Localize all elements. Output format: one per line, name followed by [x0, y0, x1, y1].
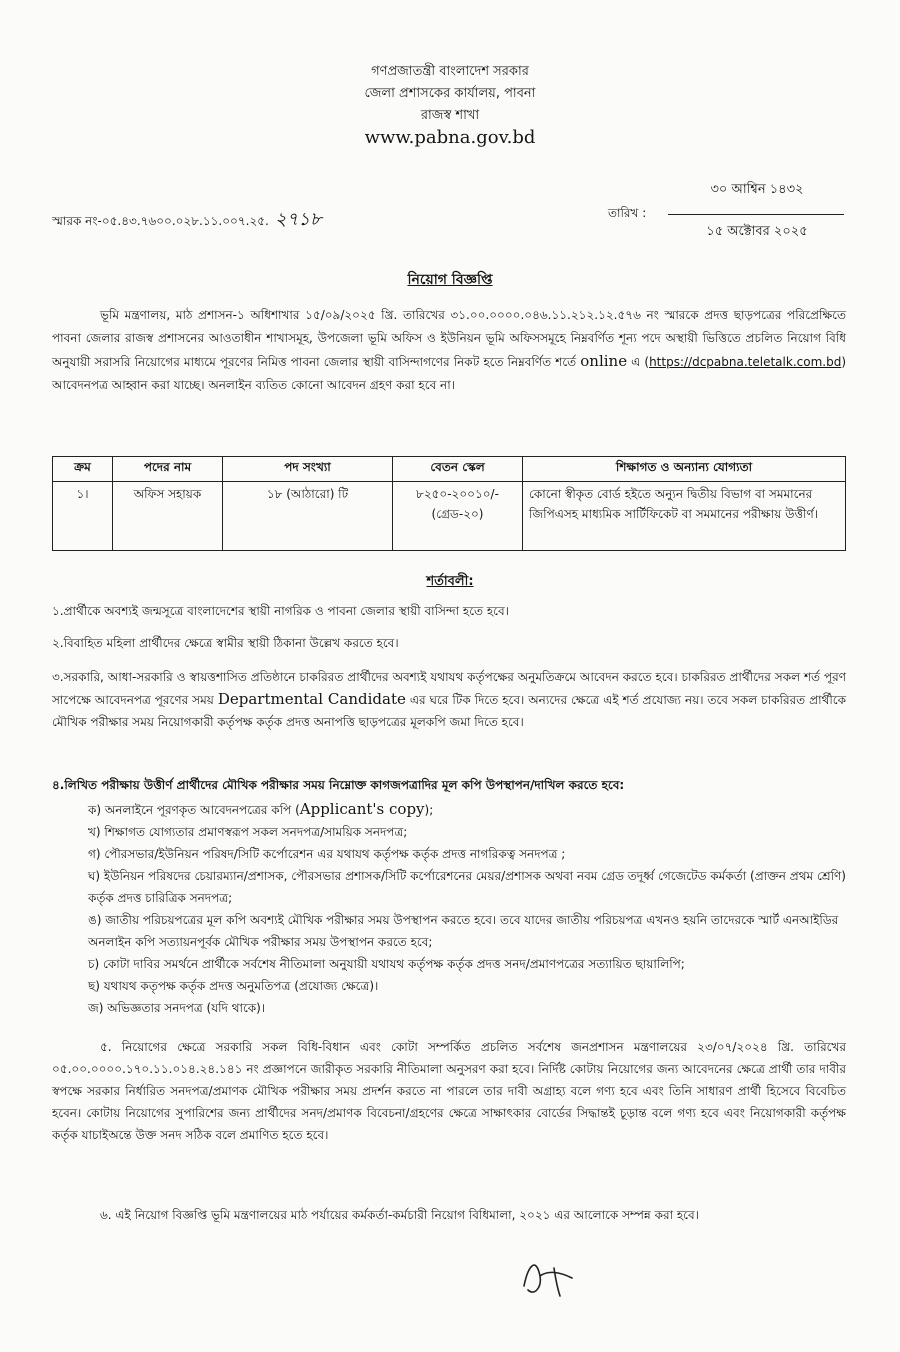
office-name: জেলা প্রশাসকের কার্যালয়, পাবনা	[364, 86, 536, 101]
list-item	[88, 798, 846, 821]
conditions-title: শর্তাবলী:	[426, 574, 474, 589]
date-bengali: ৩০ আশ্বিন ১৪৩২	[710, 182, 804, 197]
condition-3-part-b: এর ঘরে টিক দিতে হবে। অন্যদের ক্ষেত্রে এই শর্ত প্রযোজ্য নয়। তবে সকল চাকরিরত প্রার্থীকে মৌখিক পরীক্ষার সময় নিয়োগকারী কর্তৃপক্ষ কর্তৃক প্রদত্ত অনাপত্তি ছাড়পত্রের মূলকপি জমা দিতে হবে।	[52, 693, 846, 729]
date-divider	[668, 214, 844, 215]
memo-number	[52, 205, 322, 236]
intro-online: online	[580, 352, 628, 370]
item-ka-text: ক) অনলাইনে পূরণকৃত আবেদনপত্রের কপি (	[88, 803, 300, 817]
list-item: ঘ) ইউনিয়ন পরিষদের চেয়ারম্যান/প্রশাসক, পৌরসভার প্রশাসক/সিটি কর্পোরেশনের মেয়র/প্রশাসক অথবা নবম গ্রেড তদূর্ধ্ব গেজেটেড কর্মকর্তা (প্রাক্তন প্রথম শ্রেণি) কর্তৃক প্রদত্ত চারিত্রিক সনদপত্র;	[88, 869, 846, 905]
table-row	[53, 482, 846, 551]
cell-scale	[393, 482, 523, 551]
memo-handwritten-number: ২৭১৮	[274, 209, 322, 230]
condition-3	[52, 666, 846, 733]
scale-value: ৮২৫০-২০০১০/-	[416, 487, 499, 501]
list-item: জ) অভিজ্ঞতার সনদপত্র (যদি থাকে)।	[88, 1001, 266, 1015]
condition-4-list	[88, 798, 846, 1019]
date-english: ১৫ অক্টোবর ২০২৫	[706, 224, 808, 239]
header-count: পদ সংখ্যা	[223, 457, 393, 482]
departmental-candidate-text: Departmental Candidate	[217, 690, 406, 708]
notice-title: নিয়োগ বিজ্ঞপ্তি	[407, 272, 493, 288]
cell-post: অফিস সহায়ক	[113, 482, 223, 551]
table-header-row	[53, 457, 846, 482]
cell-qualification: কোনো স্বীকৃত বোর্ড হইতে অন্যুন দ্বিতীয় বিভাগ বা সমমানের জিপিএসহ মাধ্যমিক সার্টিফিকেট বা সমমানের পরীক্ষায় উত্তীর্ণ।	[523, 482, 846, 551]
condition-1: ১.প্রার্থীকে অবশ্যই জন্মসূত্রে বাংলাদেশের স্থায়ী নাগরিক ও পাবনা জেলার স্থায়ী বাসিন্দা হতে হবে।	[52, 604, 509, 618]
list-item: ঙ) জাতীয় পরিচয়পত্রের মূল কপি অবশ্যই মৌখিক পরীক্ষার সময় উপস্থাপন করতে হবে। তবে যাদের জাতীয় পরিচয়পত্র এখনও হয়নি তাদেরকে স্মার্ট এনআইডির অনলাইন কপি সত্যায়নপূর্বক মৌখিক পরীক্ষার সময় উপস্থাপন করতে হবে;	[88, 913, 839, 949]
list-item: গ) পৌরসভার/ইউনিয়ন পরিষদ/সিটি কর্পোরেশন এর যথাযথ কর্তৃপক্ষ কর্তৃক প্রদত্ত নাগরিকত্ব সনদপত্র ;	[88, 847, 566, 861]
intro-paragraph	[52, 304, 846, 397]
date-label: তারিখ :	[608, 206, 647, 220]
section-name: রাজস্ব শাখা	[420, 108, 480, 123]
intro-text-mid: এ (	[631, 355, 650, 369]
header-qualification: শিক্ষাগত ও অন্যান্য যোগ্যতা	[523, 457, 846, 482]
intro-text-after: ) আবেদনপত্র আহ্বান করা যাচ্ছে। অনলাইন ব্যতিত কোনো আবেদন গ্রহণ করা হবে না।	[52, 355, 846, 392]
list-item: খ) শিক্ষাগত যোগ্যতার প্রমাণস্বরূপ সকল সনদপত্র/সাময়িক সনদপত্র;	[88, 825, 408, 839]
memo-label: স্মারক নং-০৫.৪৩.৭৬০০.০২৮.১১.০০৭.২৫.	[52, 214, 269, 228]
condition-6: ৬. এই নিয়োগ বিজ্ঞপ্তি ভূমি মন্ত্রণালয়ের মাঠ পর্যায়ের কর্মকর্তা-কর্মচারী নিয়োগ বিধিমালা, ২০২১ এর আলোকে সম্পন্ন করা হবে।	[100, 1208, 699, 1222]
list-item: ছ) যথাযথ কতৃপক্ষ কর্তৃক প্রদত্ত অনুমতিপত্র (প্রযোজ্য ক্ষেত্রে)।	[88, 979, 379, 993]
intro-text-before: ভূমি মন্ত্রণালয়, মাঠ প্রশাসন-১ অধিশাখার ১৫/০৯/২০২৫ খ্রি. তারিখের ৩১.০০.০০০০.০৪৬.১১.২১২.১২.৫৭৬ নং স্মারকে প্রদত্ত ছাড়পত্রের পরিপ্রেক্ষিতে পাবনা জেলার রাজস্ব প্রশাসনের আওতাধীন শাখাসমূহ, উপজেলা ভূমি অফিস ও ইউনিয়ন ভূমি অফিসসমূহে নিম্নবর্ণিত শূন্য পদে অস্থায়ী ভিত্তিতে প্রচলিত নিয়োগ বিধি অনুযায়ী সরাসরি নিয়োগের মাধ্যমে পূরণের নিমিত্ত পাবনা জেলার স্থায়ী বাসিন্দাগণের নিকট হতে নিম্নবর্ণিত শর্তে	[52, 308, 846, 369]
list-item: চ) কোটা দাবির সমর্থনে প্রার্থীকে সর্বশেষ নীতিমালা অনুযায়ী যথাযথ কর্তৃপক্ষ কর্তৃক প্রদত্ত সনদ/প্রমাণপত্রের সত্যায়িত ছায়ালিপি;	[88, 957, 685, 971]
cell-count: ১৮ (আঠারো) টি	[223, 482, 393, 551]
condition-2: ২.বিবাহিত মহিলা প্রার্থীদের ক্ষেত্রে স্বামীর স্থায়ী ঠিকানা উল্লেখ করতে হবে।	[52, 636, 399, 650]
applicant-copy-text: Applicant's copy	[299, 800, 425, 818]
condition-3-part-a: ৩.সরকারি, আধা-সরকারি ও স্বায়ত্তশাসিত প্রতিষ্ঠানে চাকরিরত প্রার্থীদের অবশ্যই যথাযথ কর্তৃপক্ষের অনুমতিক্রমে আবেদন করতে হবে। চাকরিরত প্রার্থীদের সকল শর্ত পূরণ সাপেক্ষে আবেদনপত্র পূরণের সময়	[52, 670, 846, 707]
website-link[interactable]: www.pabna.gov.bd	[364, 127, 536, 148]
item-ka-end: );	[424, 803, 434, 817]
govt-name: গণপ্রজাতন্ত্রী বাংলাদেশ সরকার	[371, 64, 529, 79]
condition-5: ৫. নিয়োগের ক্ষেত্রে সরকারি সকল বিধি-বিধান এবং কোটা সম্পর্কিত প্রচলিত সর্বশেষ জনপ্রশাসন মন্ত্রণালয়ের ২৩/০৭/২০২৪ খ্রি. তারিখের ০৫.০০.০০০০.১৭০.১১.০১৪.২৪.১৪১ নং প্রজ্ঞাপনে জারীকৃত সরকারি নীতিমালা অনুসরণ করা হবে। নির্দিষ্ট কোটায় নিয়োগের জন্য আবেদনের ক্ষেত্রে প্রার্থী তার দাবীর স্বপক্ষে সরকার নির্ধারিত সনদপত্র/প্রমাণক মৌখিক পরীক্ষার সময় প্রদর্শন করতে না পারলে তার দাবী অগ্রাহ্য বলে গণ্য হবে এবং তিনি সাধারণ প্রার্থী হিসেবে বিবেচিত হবেন। কোটায় নিয়োগের সুপারিশের জন্য প্রার্থীদের সনদ/প্রমাণক বিবেচনা/গ্রহণের ক্ষেত্রে সাক্ষাৎকার বোর্ডের সিদ্ধান্তই চূড়ান্ত বলে গণ্য হবে এবং নিয়োগকারী কর্তৃপক্ষ কর্তৃক যাচাইঅন্তে উক্ত সনদ সঠিক বলে প্রমাণিত হতে হবে।	[52, 1040, 846, 1142]
header-post: পদের নাম	[113, 457, 223, 482]
vacancy-table	[52, 456, 846, 551]
application-url-link[interactable]: https://dcpabna.teletalk.com.bd	[649, 355, 842, 369]
signature-mark	[514, 1246, 604, 1306]
condition-4: ৪.লিখিত পরীক্ষায় উত্তীর্ণ প্রার্থীদের মৌখিক পরীক্ষার সময় নিম্নোক্ত কাগজপত্রাদির মূল কপি উপস্থাপন/দাখিল করতে হবে:	[52, 778, 625, 792]
header-serial: ক্রম	[53, 457, 113, 482]
grade-value: (গ্রেড-২০)	[431, 507, 484, 521]
cell-serial: ১।	[53, 482, 113, 551]
header-scale: বেতন স্কেল	[393, 457, 523, 482]
